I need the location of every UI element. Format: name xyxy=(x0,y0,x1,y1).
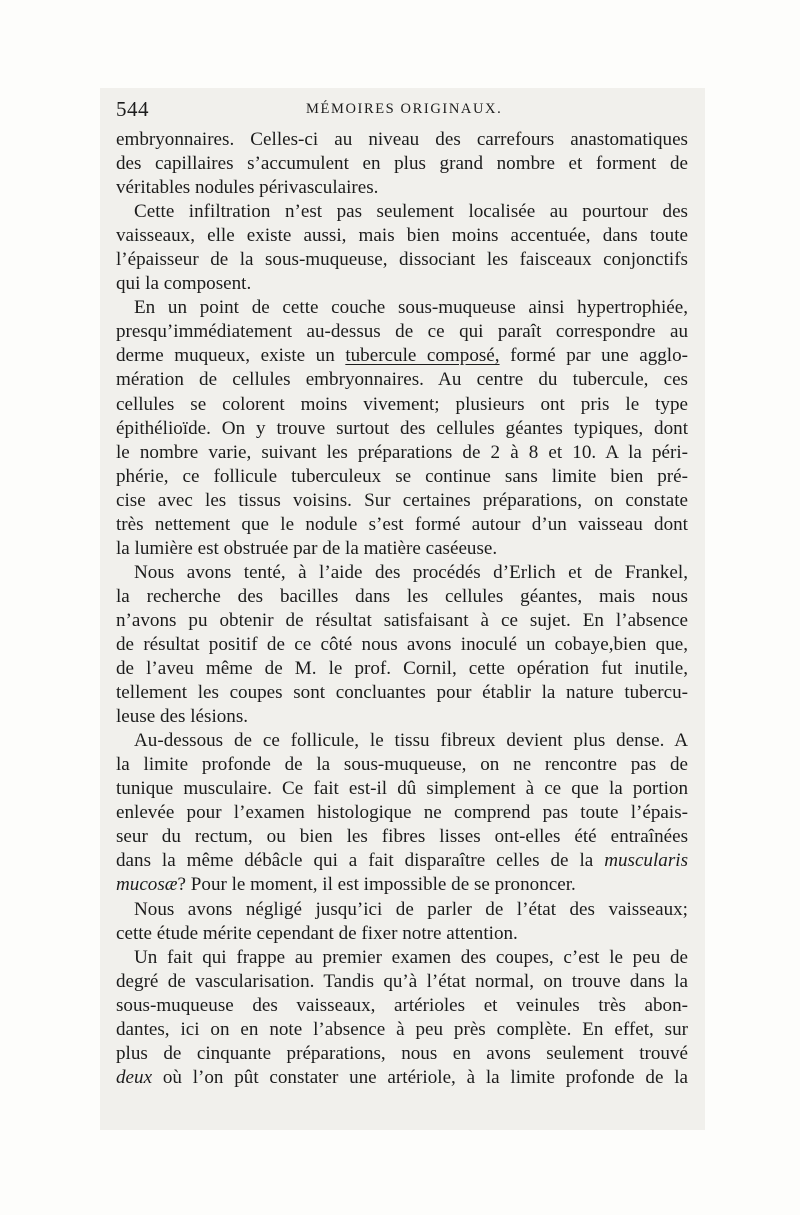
text-run: derme muqueux, existe un xyxy=(116,345,346,367)
text-line: vaisseaux, elle existe aussi, mais bien moins accentuée, dans toute xyxy=(116,225,688,247)
text-line: véritables nodules périvasculaires. xyxy=(116,177,379,199)
running-head: MÉMOIRES ORIGINAUX. xyxy=(306,101,503,117)
text-line: Nous avons tenté, à l’aide des procédés d’Erlich et de Frankel, xyxy=(134,561,688,583)
page-header xyxy=(116,97,686,121)
text-line: degré de vascularisation. Tandis qu’à l’état normal, on trouve dans la xyxy=(116,970,688,992)
text-line: très nettement que le nodule s’est formé autour d’un vaisseau dont xyxy=(116,513,688,535)
text-line: tellement les coupes sont concluantes pour établir la nature tubercu- xyxy=(116,682,688,704)
text-line: embryonnaires. Celles-ci au niveau des carrefours anastomatiques xyxy=(116,129,688,150)
text-line: enlevée pour l’examen histologique ne comprend pas toute l’épais- xyxy=(116,802,688,824)
text-line: dantes, ici on en note l’absence à peu près complète. En effet, sur xyxy=(116,1018,688,1040)
text-line: de l’aveu même de M. le prof. Cornil, cette opération fut inutile, xyxy=(116,658,688,680)
text-line: tunique musculaire. Ce fait est-il dû simplement à ce que la portion xyxy=(116,778,688,800)
page-number: 544 xyxy=(116,97,149,121)
text-line xyxy=(116,873,688,897)
text-line: presqu’immédiatement au-dessus de ce qui paraît correspondre au xyxy=(116,321,688,343)
text-line: seur du rectum, ou bien les fibres lisses ont-elles été entraînées xyxy=(116,826,688,848)
text-run: dans la même débâcle qui a fait disparaître celles de la xyxy=(116,850,605,872)
text-line: de résultat positif de ce côté nous avons inoculé un cobaye,bien que, xyxy=(116,633,688,655)
text-line: cellules se colorent moins vivement; plusieurs ont pris le type xyxy=(116,393,688,415)
text-line: Un fait qui frappe au premier examen des coupes, c’est le peu de xyxy=(134,946,688,968)
text-line: l’épaisseur de la sous-muqueuse, dissociant les faisceaux conjonctifs xyxy=(116,249,688,271)
text-line: n’avons pu obtenir de résultat satisfaisant à ce sujet. En l’absence xyxy=(116,609,688,631)
text-line: cise avec les tissus voisins. Sur certaines préparations, on constate xyxy=(116,489,688,511)
text-line: Cette infiltration n’est pas seulement localisée au pourtour des xyxy=(134,201,688,223)
text-line xyxy=(116,344,688,368)
italic-term: mucosæ xyxy=(116,874,178,896)
text-run: formé par une agglo- xyxy=(499,345,689,367)
text-line: le nombre varie, suivant les préparations de 2 à 8 et 10. A la péri- xyxy=(116,441,688,463)
text-line: mération de cellules embryonnaires. Au centre du tubercule, ces xyxy=(116,369,688,391)
text-line: En un point de cette couche sous-muqueuse ainsi hypertrophiée, xyxy=(134,297,688,319)
text-line: des capillaires s’accumulent en plus grand nombre et forment de xyxy=(116,153,688,175)
body-text xyxy=(116,128,688,1090)
underlined-phrase: tubercule composé, xyxy=(345,345,500,367)
text-line: la limite profonde de la sous-muqueuse, on ne rencontre pas de xyxy=(116,754,688,776)
text-line: Au-dessous de ce follicule, le tissu fibreux devient plus dense. A xyxy=(134,730,688,752)
text-line xyxy=(116,1066,688,1090)
text-line: plus de cinquante préparations, nous en avons seulement trouvé xyxy=(116,1042,688,1064)
text-line: qui la composent. xyxy=(116,273,252,295)
text-line: phérie, ce follicule tuberculeux se continue sans limite bien pré- xyxy=(116,465,688,487)
text-line: Nous avons négligé jusqu’ici de parler de l’état des vaisseaux; xyxy=(134,898,688,920)
text-line: leuse des lésions. xyxy=(116,706,249,728)
text-line: la recherche des bacilles dans les cellules géantes, mais nous xyxy=(116,585,688,607)
text-run: où l’on pût constater une artériole, à la limite profonde de la xyxy=(152,1066,688,1088)
text-line: épithélioïde. On y trouve surtout des cellules géantes typiques, dont xyxy=(116,417,688,439)
italic-term: muscularis xyxy=(604,850,688,872)
text-run: ? Pour le moment, il est impossible de se prononcer. xyxy=(177,874,576,896)
text-line xyxy=(116,849,688,873)
text-line: la lumière est obstruée par de la matière caséeuse. xyxy=(116,537,498,559)
text-line: cette étude mérite cependant de fixer notre attention. xyxy=(116,922,518,944)
italic-term: deux xyxy=(116,1066,153,1088)
text-line: sous-muqueuse des vaisseaux, artérioles et veinules très abon- xyxy=(116,994,688,1016)
